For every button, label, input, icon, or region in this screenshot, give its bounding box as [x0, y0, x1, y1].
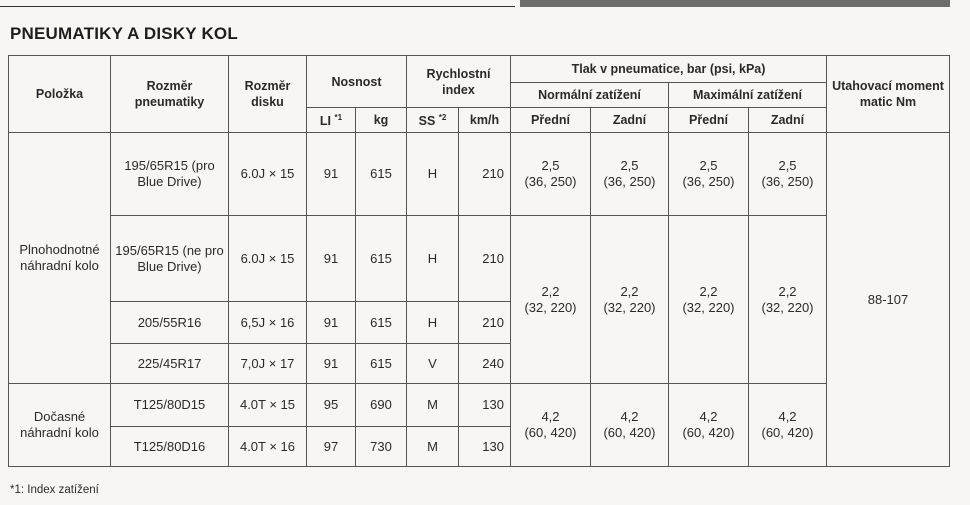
- col-header-ss: SS $^{*2}$: [407, 108, 459, 133]
- col-header-max-front: Přední: [669, 108, 749, 133]
- cell-li: 91: [307, 344, 356, 384]
- cell-torque: 88-107: [827, 133, 950, 467]
- cell-kmh: 130: [459, 427, 511, 467]
- cell-kg: 690: [356, 384, 407, 427]
- cell-kmh: 210: [459, 216, 511, 302]
- cell-ss: H: [407, 133, 459, 216]
- page-title: PNEUMATIKY A DISKY KOL: [10, 24, 238, 43]
- col-header-li: LI $^{*1}$: [307, 108, 356, 133]
- cell-ss: H: [407, 302, 459, 344]
- group-temp-spare: Dočasné náhradní kolo: [9, 384, 111, 467]
- col-header-torque: Utahovací moment matic Nm: [827, 56, 950, 133]
- cell-kg: 615: [356, 302, 407, 344]
- cell-pressure-max-front: 4,2 (60, 420): [669, 384, 749, 467]
- cell-ss: M: [407, 427, 459, 467]
- col-header-item: Položka: [9, 56, 111, 133]
- cell-li: 95: [307, 384, 356, 427]
- cell-pressure-max-rear: 4,2 (60, 420): [749, 384, 827, 467]
- col-header-kmh: km/h: [459, 108, 511, 133]
- cell-rim: 6,5J × 16: [229, 302, 307, 344]
- cell-kg: 615: [356, 344, 407, 384]
- cell-pressure-max-rear: 2,5 (36, 250): [749, 133, 827, 216]
- col-header-load-capacity: Nosnost: [307, 56, 407, 108]
- cell-rim: 4.0T × 16: [229, 427, 307, 467]
- cell-ss: M: [407, 384, 459, 427]
- cell-li: 97: [307, 427, 356, 467]
- cell-ss: H: [407, 216, 459, 302]
- group-full-spare: Plnohodnotné náhradní kolo: [9, 133, 111, 384]
- cell-pressure-normal-front: 4,2 (60, 420): [511, 384, 591, 467]
- table-row: [9, 384, 950, 427]
- cell-tire: 195/65R15 (pro Blue Drive): [111, 133, 229, 216]
- cell-tire: 225/45R17: [111, 344, 229, 384]
- col-header-max-rear: Zadní: [749, 108, 827, 133]
- col-header-rim-size: Rozměr disku: [229, 56, 307, 133]
- header-bar: [520, 0, 950, 7]
- cell-kmh: 210: [459, 133, 511, 216]
- cell-tire: 205/55R16: [111, 302, 229, 344]
- cell-pressure-max-front: 2,2 (32, 220): [669, 216, 749, 384]
- cell-li: 91: [307, 216, 356, 302]
- table-row: [9, 216, 950, 302]
- cell-pressure-normal-rear: 4,2 (60, 420): [591, 384, 669, 467]
- cell-kg: 615: [356, 133, 407, 216]
- cell-tire: T125/80D15: [111, 384, 229, 427]
- col-header-tire-size: Rozměr pneumatiky: [111, 56, 229, 133]
- cell-pressure-max-front: 2,5 (36, 250): [669, 133, 749, 216]
- cell-li: 91: [307, 133, 356, 216]
- col-header-max-load: Maximální zatížení: [669, 83, 827, 108]
- cell-pressure-normal-front: 2,2 (32, 220): [511, 216, 591, 384]
- cell-kmh: 240: [459, 344, 511, 384]
- cell-rim: 4.0T × 15: [229, 384, 307, 427]
- cell-pressure-normal-front: 2,5 (36, 250): [511, 133, 591, 216]
- table-row: [9, 133, 950, 216]
- cell-kg: 615: [356, 216, 407, 302]
- cell-pressure-normal-rear: 2,5 (36, 250): [591, 133, 669, 216]
- header-rule: [0, 6, 515, 7]
- col-header-normal-rear: Zadní: [591, 108, 669, 133]
- col-header-normal-load: Normální zatížení: [511, 83, 669, 108]
- cell-kmh: 130: [459, 384, 511, 427]
- cell-li: 91: [307, 302, 356, 344]
- cell-ss: V: [407, 344, 459, 384]
- col-header-speed-index: Rychlostní index: [407, 56, 511, 108]
- cell-pressure-max-rear: 2,2 (32, 220): [749, 216, 827, 384]
- cell-tire: 195/65R15 (ne pro Blue Drive): [111, 216, 229, 302]
- cell-rim: 7,0J × 17: [229, 344, 307, 384]
- cell-rim: 6.0J × 15: [229, 216, 307, 302]
- cell-rim: 6.0J × 15: [229, 133, 307, 216]
- cell-kg: 730: [356, 427, 407, 467]
- tire-spec-table: [8, 55, 950, 467]
- col-header-kg: kg: [356, 108, 407, 133]
- cell-tire: T125/80D16: [111, 427, 229, 467]
- footnote: *1: Index zatížení: [10, 484, 99, 496]
- cell-kmh: 210: [459, 302, 511, 344]
- col-header-pressure: Tlak v pneumatice, bar (psi, kPa): [511, 56, 827, 83]
- col-header-normal-front: Přední: [511, 108, 591, 133]
- cell-pressure-normal-rear: 2,2 (32, 220): [591, 216, 669, 384]
